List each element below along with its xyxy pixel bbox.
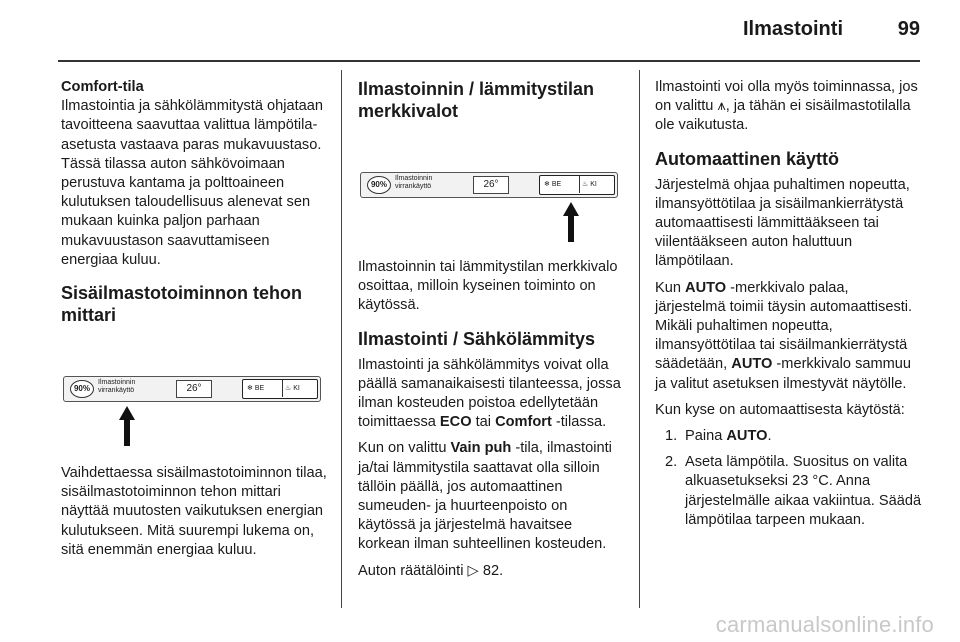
ac-mode-indicator: ❄ BE [544,176,580,193]
column-3 [655,78,923,530]
page-ref-icon: ▷ [467,562,479,579]
ac-mode-indicator: ❄ BE [247,380,283,397]
indicator-text: Ilmastoinnin tai lämmitystilan merkkivalo osoittaa, milloin kyseinen toiminto on käytössä. [358,259,618,314]
list-item: 1. Paina AUTO. [665,428,772,445]
up-arrow-icon [119,406,135,446]
climate-display-panel [360,172,618,198]
heat-mode-indicator: ♨ KI [582,181,597,188]
column-divider-1 [341,70,342,608]
mode-indicators [539,175,615,195]
ac-heading: Ilmastointi / Sähkölämmitys [358,328,596,349]
power-gauge: 90% [367,176,391,194]
fan-icon: ⩚ [717,98,726,115]
meter-heading: Sisäilmastotoiminnon tehon mittari [61,283,303,326]
up-arrow-icon [563,202,579,242]
heat-icon: ♨ [582,181,589,188]
intro-text: Ilmastointi voi olla myös toiminnassa, jos on valittu ⩚, ja tähän ei sisäilmastotilalla ole vaikutusta. [655,79,918,134]
auto-indicator-text: Kun AUTO -merkkivalo palaa, järjestelmä toimii täysin automaattisesti. Mikäli puhaltimen nopeutta, ilmansyöttötilaa tai sisäilmankierrätystä säädetään, AUTO -merkkivalo sammuu ja valitut asetuksen ilmestyvät näytölle. [655,279,913,392]
temperature-display: 26° [176,380,212,398]
ac-text: Ilmastointi ja sähkölämmitys voivat olla päällä samanaikaisesti tilanteessa, jossa ilman kosteuden poistoa edellytetään toimittaessa ECO tai Comfort -tilassa. [358,356,621,431]
header-divider [58,60,920,62]
meter-figure [61,342,323,450]
indicator-heading: Ilmastoinnin / lämmitystilan merkkivalot [358,79,595,121]
snowflake-icon: ❄ [544,181,550,188]
meter-text: Vaihdettaessa sisäilmastotoiminnon tilaa, sisäilmastotoiminnon tehon mittari näyttää muutosten vaikutuksen energian kulutukseen. Mitä suurempi lukema on, sitä enemmän energiaa kuluu. [61,465,327,558]
comfort-heading: Comfort-tila [61,79,144,95]
heat-mode-indicator: ♨ KI [285,385,300,393]
climate-display-panel [63,376,321,402]
vain-puh-text: Kun on valittu Vain puh -tila, ilmastointi ja/tai lämmitystila saattavat olla silloin tällöin päällä, jos automaattinen sumeuden- ja huurteenpoisto on käytössä ja järjestelmä havaitsee korkean ilman suhteellinen kosteuden. [358,440,612,553]
column-divider-2 [639,70,640,608]
list-item: 2. Aseta lämpötila. Suositus on valita alkuasetukseksi 23 °C. Anna järjestelmälle aikaa vakiintua. Säädä lämpötilaa tarpeen mukaan. [665,454,922,528]
snowflake-icon: ❄ [247,385,253,393]
auto-steps [655,427,923,530]
page-number: 99 [897,18,920,40]
heat-icon: ♨ [285,385,292,393]
power-gauge: 90% [70,380,94,398]
mode-indicators [242,379,318,399]
power-gauge-label: Ilmastoinnin virrankäyttö [98,379,136,395]
auto-text: Järjestelmä ohjaa puhaltimen nopeutta, ilmansyöttötilaa ja sisäilmankierrätystä automaattisesti lämmittääkseen tai viilentääkseen auton haluttuun lämpötilaan. [655,176,910,270]
auto-heading: Automaattinen käyttö [655,148,840,169]
column-1 [61,78,329,560]
customization-reference: Auton räätälöinti ▷ 82. [358,562,504,579]
power-gauge-label: Ilmastoinnin virrankäyttö [395,175,433,190]
column-2 [358,78,628,581]
page-title: Ilmastointi [742,18,843,40]
auto-question: Kun kyse on automaattisesta käytöstä: [655,401,905,418]
comfort-text: Ilmastointia ja sähkölämmitystä ohjataan tavoitteena saavuttaa valittua lämpötila-asetusta vastaava paras mukavuustaso. Tässä tilassa auton sähkövoimaan perustuva kantama ja polttoaineen kulutuksen taloudellisuus alenevat sen mukaan kuinka paljon parhaan mukavuustason saavuttamiseen energiaa kuluu. [61,98,324,268]
page-header [0,0,960,60]
indicator-figure [358,138,620,244]
temperature-display: 26° [473,176,509,194]
watermark: carmanualsonline.info [715,612,934,637]
